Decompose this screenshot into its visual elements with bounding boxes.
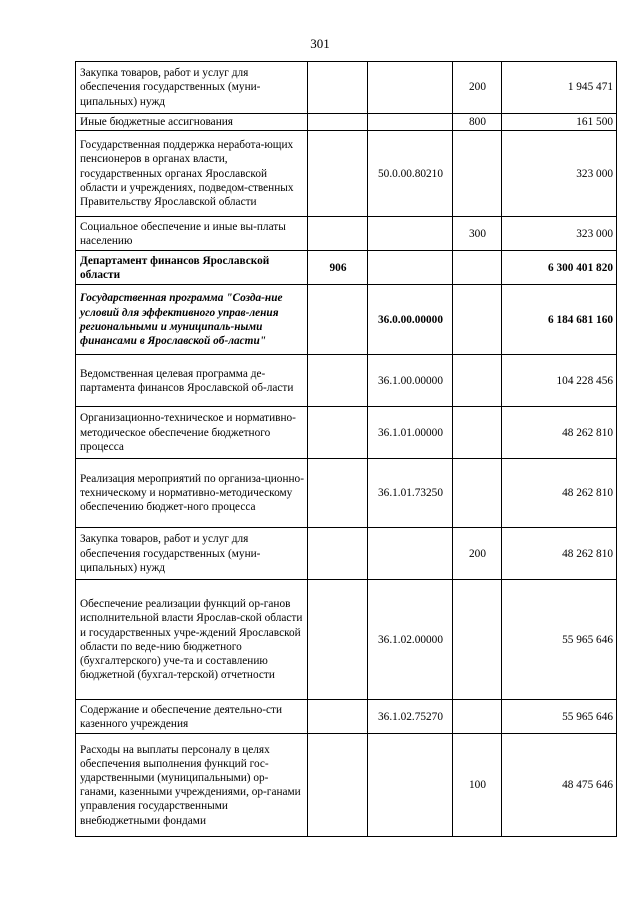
expense-type-cell: 200 — [453, 528, 502, 580]
amount-cell: 55 965 646 — [502, 700, 617, 734]
budget-table-body — [76, 62, 617, 837]
expense-name-cell: Социальное обеспечение и иные вы-платы населению — [76, 217, 308, 251]
table-row — [76, 131, 617, 217]
amount-cell: 323 000 — [502, 217, 617, 251]
target-article-cell — [368, 114, 453, 131]
target-article-cell — [368, 217, 453, 251]
ministry-code-cell — [308, 528, 368, 580]
target-article-cell — [368, 734, 453, 837]
expense-type-cell: 200 — [453, 62, 502, 114]
ministry-code-cell — [308, 407, 368, 459]
amount-cell: 55 965 646 — [502, 580, 617, 700]
expense-name-cell: Обеспечение реализации функций ор-ганов исполнительной власти Ярослав-ской области и государственных учре-ждений Ярославской области по веде-нию бюджетного (бухгалтерского) уче-та и составлению бюджетной (бухгал-терской) отчетности — [76, 580, 308, 700]
expense-name-cell: Ведомственная целевая программа де-партамента финансов Ярославской об-ласти — [76, 355, 308, 407]
expense-name-cell: Государственная программа "Созда-ние условий для эффективного управ-ления региональными и муниципаль-ными финансами в Ярославской об-ласти" — [76, 285, 308, 355]
target-article-cell: 36.1.01.73250 — [368, 459, 453, 528]
ministry-code-cell: 906 — [308, 251, 368, 285]
target-article-cell: 36.0.00.00000 — [368, 285, 453, 355]
ministry-code-cell — [308, 580, 368, 700]
ministry-code-cell — [308, 217, 368, 251]
page-number: 301 — [310, 36, 330, 51]
expense-name-cell: Закупка товаров, работ и услуг для обеспечения государственных (муни-ципальных) нужд — [76, 62, 308, 114]
target-article-cell: 36.1.02.00000 — [368, 580, 453, 700]
expense-name-cell: Иные бюджетные ассигнования — [76, 114, 308, 131]
table-row — [76, 734, 617, 837]
amount-cell: 104 228 456 — [502, 355, 617, 407]
ministry-code-cell — [308, 62, 368, 114]
target-article-cell: 36.1.02.75270 — [368, 700, 453, 734]
amount-cell: 6 300 401 820 — [502, 251, 617, 285]
ministry-code-cell — [308, 285, 368, 355]
amount-cell: 48 262 810 — [502, 459, 617, 528]
amount-cell: 323 000 — [502, 131, 617, 217]
expense-type-cell — [453, 580, 502, 700]
table-row — [76, 251, 617, 285]
expense-type-cell — [453, 700, 502, 734]
amount-cell: 48 475 646 — [502, 734, 617, 837]
table-row — [76, 285, 617, 355]
table-row — [76, 700, 617, 734]
expense-type-cell — [453, 285, 502, 355]
ministry-code-cell — [308, 734, 368, 837]
expense-name-cell: Закупка товаров, работ и услуг для обеспечения государственных (муни-ципальных) нужд — [76, 528, 308, 580]
ministry-code-cell — [308, 355, 368, 407]
expense-name-cell: Организационно-техническое и нормативно-методическое обеспечение бюджетного процесса — [76, 407, 308, 459]
amount-cell: 161 500 — [502, 114, 617, 131]
expense-type-cell — [453, 131, 502, 217]
expense-name-cell: Расходы на выплаты персоналу в целях обеспечения выполнения функций гос-ударственными (муниципальными) ор-ганами, казенными учреждениями, ор-ганами управления государственными внебюджетными фондами — [76, 734, 308, 837]
amount-cell: 48 262 810 — [502, 407, 617, 459]
ministry-code-cell — [308, 114, 368, 131]
amount-cell: 48 262 810 — [502, 528, 617, 580]
target-article-cell — [368, 528, 453, 580]
table-row — [76, 407, 617, 459]
target-article-cell — [368, 62, 453, 114]
expense-type-cell — [453, 459, 502, 528]
table-row — [76, 528, 617, 580]
table-row — [76, 217, 617, 251]
expense-name-cell: Государственная поддержка неработа-ющих пенсионеров в органах власти, государственных органах Ярославской области и учреждениях, подведом-ственных Правительству Ярославской области — [76, 131, 308, 217]
expense-type-cell: 100 — [453, 734, 502, 837]
expense-name-cell: Реализация мероприятий по организа-ционно-техническому и нормативно-методическому обеспечению бюджет-ного процесса — [76, 459, 308, 528]
target-article-cell: 36.1.00.00000 — [368, 355, 453, 407]
ministry-code-cell — [308, 131, 368, 217]
amount-cell: 1 945 471 — [502, 62, 617, 114]
budget-table — [75, 61, 617, 837]
target-article-cell: 50.0.00.80210 — [368, 131, 453, 217]
table-row — [76, 459, 617, 528]
expense-type-cell: 800 — [453, 114, 502, 131]
table-row — [76, 355, 617, 407]
expense-type-cell: 300 — [453, 217, 502, 251]
expense-type-cell — [453, 355, 502, 407]
expense-name-cell: Департамент финансов Ярославской области — [76, 251, 308, 285]
ministry-code-cell — [308, 700, 368, 734]
table-row — [76, 580, 617, 700]
table-row — [76, 114, 617, 131]
target-article-cell: 36.1.01.00000 — [368, 407, 453, 459]
amount-cell: 6 184 681 160 — [502, 285, 617, 355]
target-article-cell — [368, 251, 453, 285]
ministry-code-cell — [308, 459, 368, 528]
table-row — [76, 62, 617, 114]
expense-name-cell: Содержание и обеспечение деятельно-сти казенного учреждения — [76, 700, 308, 734]
expense-type-cell — [453, 251, 502, 285]
expense-type-cell — [453, 407, 502, 459]
